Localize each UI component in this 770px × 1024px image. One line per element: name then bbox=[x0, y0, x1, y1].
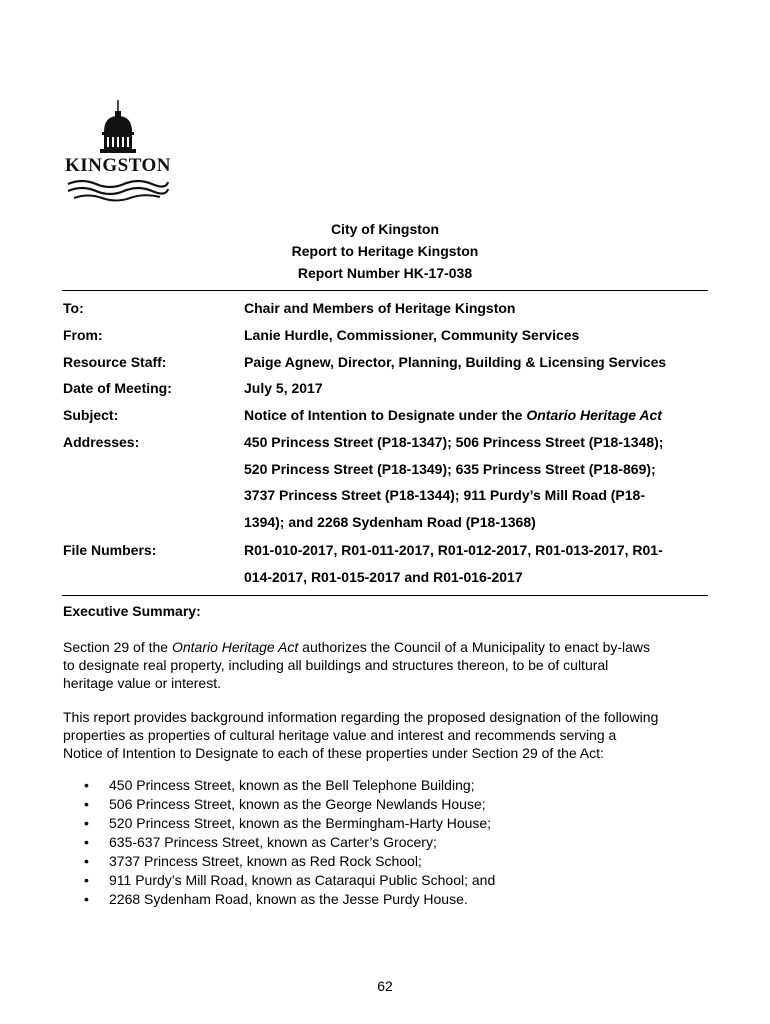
logo-wordmark: KINGSTON bbox=[64, 155, 172, 176]
address-line: 3737 Princess Street (P18-1344); 911 Purdy’s Mill Road (P18- bbox=[244, 487, 646, 503]
address-line: 1394); and 2268 Sydenham Road (P18-1368) bbox=[244, 513, 536, 530]
field-value: Paige Agnew, Director, Planning, Building & Licensing Services bbox=[244, 354, 667, 370]
executive-summary-paragraph-1 bbox=[63, 638, 713, 692]
para1-act-name: Ontario Heritage Act bbox=[171, 639, 299, 655]
field-label: Date of Meeting: bbox=[63, 380, 172, 396]
list-item-text: 520 Princess Street, known as the Bermingham-Harty House; bbox=[109, 815, 492, 831]
bullet-icon: • bbox=[84, 815, 89, 831]
field-label: To: bbox=[63, 300, 84, 316]
report-heading-title: Report to Heritage Kingston bbox=[291, 243, 479, 259]
list-item bbox=[63, 814, 495, 833]
subject-act-name: Ontario Heritage Act bbox=[526, 407, 662, 423]
list-item bbox=[63, 776, 495, 795]
city-hall-dome-icon bbox=[64, 98, 172, 206]
property-list bbox=[63, 776, 495, 909]
field-value bbox=[244, 402, 710, 429]
field-value: Lanie Hurdle, Commissioner, Community Services bbox=[244, 327, 580, 343]
bottom-divider bbox=[62, 595, 708, 596]
subject-text: Notice of Intention to Designate under the bbox=[244, 407, 527, 423]
para1-rest: authorizes the Council of a Municipality to enact by-laws bbox=[298, 639, 651, 655]
report-heading-number: Report Number HK-17-038 bbox=[297, 265, 473, 281]
list-item-text: 450 Princess Street, known as the Bell Telephone Building; bbox=[109, 777, 475, 793]
paragraph-line: properties as properties of cultural heritage value and interest and recommends serving a bbox=[63, 727, 617, 743]
field-label: File Numbers: bbox=[63, 542, 157, 558]
bullet-icon: • bbox=[84, 796, 89, 812]
file-number-line: 014-2017, R01-015-2017 and R01-016-2017 bbox=[244, 568, 523, 585]
field-value bbox=[244, 429, 710, 535]
field-label: From: bbox=[63, 327, 103, 343]
address-line: 520 Princess Street (P18-1349); 635 Princess Street (P18-869); bbox=[244, 460, 656, 477]
paragraph-line: to designate real property, including all buildings and structures thereon, to be of cultural bbox=[63, 657, 609, 673]
page-number: 62 bbox=[377, 978, 393, 994]
address-line: 450 Princess Street (P18-1347); 506 Princess Street (P18-1348); bbox=[244, 434, 664, 450]
paragraph-line bbox=[63, 638, 713, 656]
list-item bbox=[63, 795, 495, 814]
bullet-icon: • bbox=[84, 891, 89, 907]
bullet-icon: • bbox=[84, 777, 89, 793]
list-item-text: 635-637 Princess Street, known as Carter’s Grocery; bbox=[109, 834, 437, 850]
field-label: Resource Staff: bbox=[63, 354, 167, 370]
top-divider bbox=[62, 290, 708, 291]
file-number-line: R01-010-2017, R01-011-2017, R01-012-2017, R01-013-2017, R01- bbox=[244, 542, 663, 558]
list-item bbox=[63, 890, 495, 909]
paragraph-line: This report provides background information regarding the proposed designation of the following bbox=[63, 709, 659, 725]
field-value bbox=[244, 537, 710, 590]
field-value: Chair and Members of Heritage Kingston bbox=[244, 300, 516, 316]
list-item-text: 2268 Sydenham Road, known as the Jesse Purdy House. bbox=[109, 891, 468, 907]
paragraph-line: Notice of Intention to Designate to each of these properties under Section 29 of the Act: bbox=[63, 745, 604, 761]
list-item-text: 3737 Princess Street, known as Red Rock School; bbox=[109, 853, 422, 869]
list-item bbox=[63, 852, 495, 871]
bullet-icon: • bbox=[84, 853, 89, 869]
executive-summary-paragraph-2 bbox=[63, 708, 713, 762]
list-item-text: 506 Princess Street, known as the George Newlands House; bbox=[109, 796, 486, 812]
list-item bbox=[63, 871, 495, 890]
city-of-kingston-logo bbox=[64, 98, 172, 206]
para1-prefix: Section 29 of the bbox=[63, 639, 172, 655]
field-label: Addresses: bbox=[63, 434, 140, 450]
bullet-icon: • bbox=[84, 834, 89, 850]
executive-summary-title: Executive Summary: bbox=[63, 603, 201, 619]
field-label: Subject: bbox=[63, 407, 119, 423]
field-value: July 5, 2017 bbox=[244, 380, 323, 396]
list-item bbox=[63, 833, 495, 852]
bullet-icon: • bbox=[84, 872, 89, 888]
report-heading-city: City of Kingston bbox=[330, 221, 440, 237]
list-item-text: 911 Purdy’s Mill Road, known as Cataraqui Public School; and bbox=[109, 872, 496, 888]
paragraph-line: heritage value or interest. bbox=[63, 675, 221, 691]
